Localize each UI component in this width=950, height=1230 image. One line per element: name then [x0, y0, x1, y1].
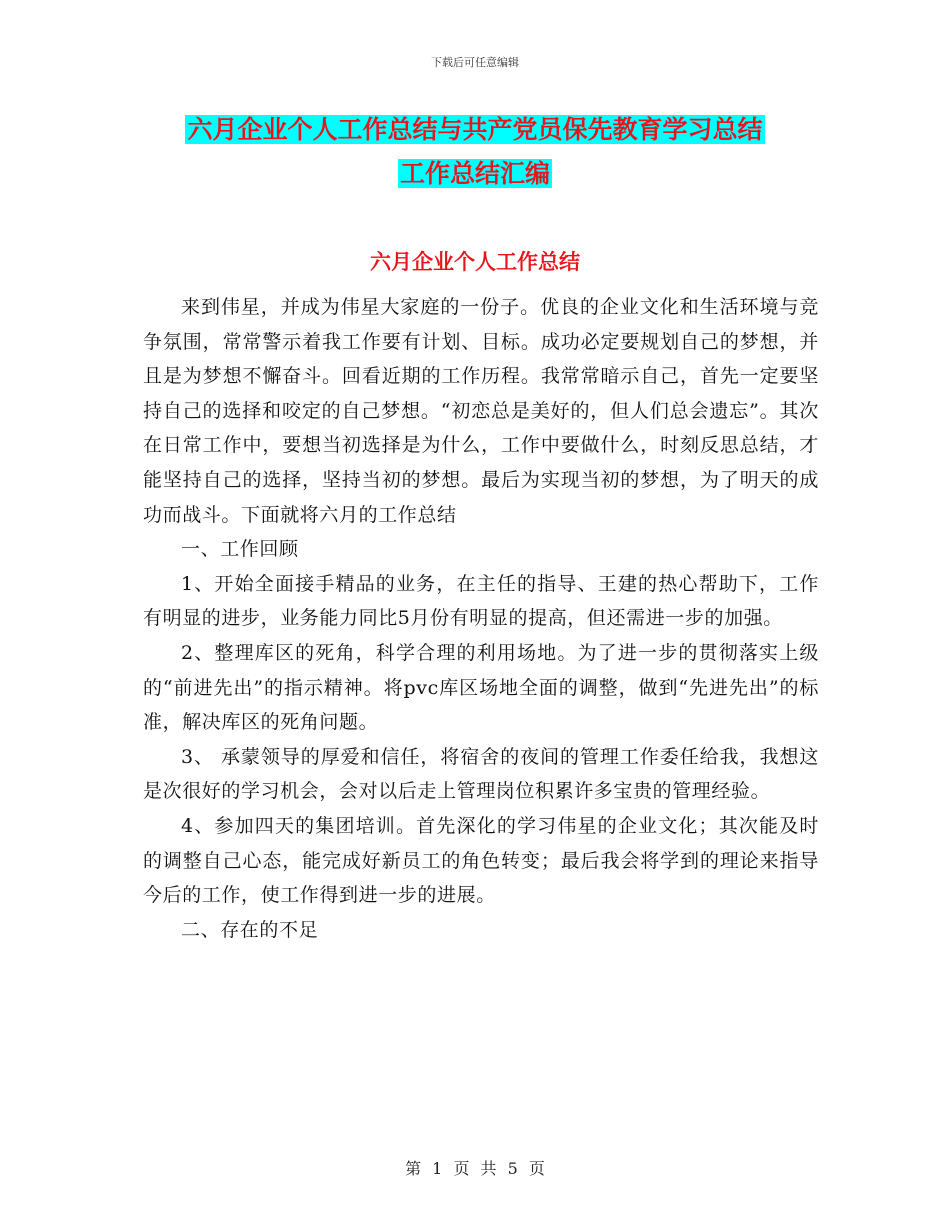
section-title: 六月企业个人工作总结: [370, 249, 580, 274]
paragraph-item-3: 3、 承蒙领导的厚爱和信任，将宿舍的夜间的管理工作委任给我，我想这是次很好的学习机会，会对以后走上管理岗位积累许多宝贵的管理经验。: [143, 745, 819, 803]
document-title-line-1: 六月企业个人工作总结与共产党员保先教育学习总结: [187, 115, 763, 144]
paragraph-heading-shortcomings: 二、存在的不足: [181, 918, 319, 941]
document-body: [143, 290, 819, 947]
paragraph-item-2: 2、整理库区的死角，科学合理的利用场地。为了进一步的贯彻落实上级的“前进先出”的指示精神。将pvc库区场地全面的调整，做到“先进先出”的标准，解决库区的死角问题。: [143, 641, 819, 734]
document-title: [0, 108, 950, 196]
document-title-line-2: 工作总结汇编: [399, 159, 550, 188]
paragraph-intro: 来到伟星，并成为伟星大家庭的一份子。优良的企业文化和生活环境与竞争氛围，常常警示着我工作要有计划、目标。成功必定要规划自己的梦想，并且是为梦想不懈奋斗。回看近期的工作历程。我常常暗示自己，首先一定要坚持自己的选择和咬定的自己梦想。“初恋总是美好的，但人们总会遗忘”。其次在日常工作中，要想当初选择是为什么，工作中要做什么，时刻反思总结，才能坚持自己的选择，坚持当初的梦想。最后为实现当初的梦想，为了明天的成功而战斗。下面就将六月的工作总结: [143, 296, 819, 526]
paragraph-heading-review: 一、工作回顾: [181, 538, 299, 561]
paragraph-item-4: 4、参加四天的集团培训。首先深化的学习伟星的企业文化；其次能及时的调整自己心态，能完成好新员工的角色转变；最后我会将学到的理论来指导今后的工作，使工作得到进一步的进展。: [143, 814, 819, 907]
paragraph-item-1: 1、开始全面接手精品的业务，在主任的指导、王建的热心帮助下，工作有明显的进步，业务能力同比5月份有明显的提高，但还需进一步的加强。: [143, 572, 819, 630]
page-number-footer: 第 1 页 共 5 页: [405, 1159, 545, 1178]
header-note: 下载后可任意编辑: [431, 56, 519, 69]
